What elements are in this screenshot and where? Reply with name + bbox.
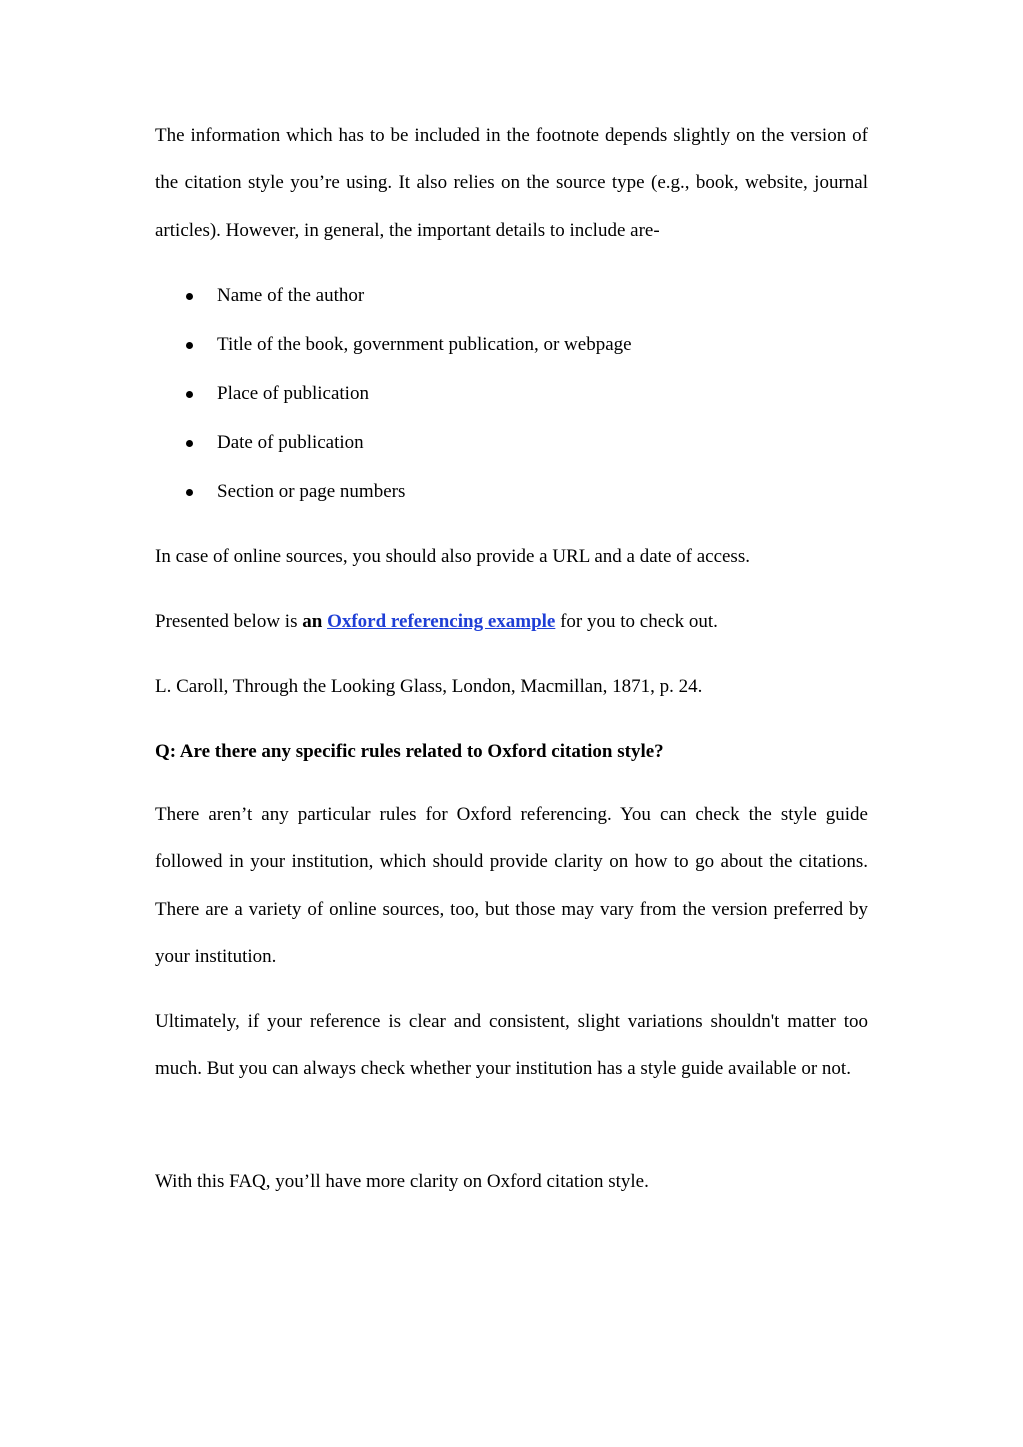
list-item-text: Place of publication — [217, 383, 369, 404]
list-item-text: Name of the author — [217, 285, 365, 306]
example-suffix: for you to check out. — [555, 611, 718, 632]
example-intro-line — [155, 610, 868, 634]
closing-line: With this FAQ, you’ll have more clarity on Oxford citation style. — [155, 1171, 649, 1192]
answer-paragraph-1: There aren’t any particular rules for Oxford referencing. You can check the style guide followed in your institution, which should provide clarity on how to go about the citations. There are a variety of online sources, too, but those may vary from the version preferred by your institution. — [155, 804, 868, 967]
online-sources-note: In case of online sources, you should also provide a URL and a date of access. — [155, 546, 750, 567]
list-item — [155, 431, 868, 480]
intro-paragraph: The information which has to be included in the footnote depends slightly on the version of the citation style you’re using. It also relies on the source type (e.g., book, website, journal articles). However, in general, the important details to include are- — [155, 125, 868, 241]
list-item — [155, 480, 868, 529]
list-item — [155, 333, 868, 382]
faq-question: Q: Are there any specific rules related to Oxford citation style? — [155, 741, 664, 762]
details-list — [155, 284, 868, 529]
oxford-example-link[interactable]: Oxford referencing example — [327, 611, 556, 632]
example-bold-word: an — [302, 611, 323, 632]
bullet-icon — [186, 440, 193, 447]
example-citation: L. Caroll, Through the Looking Glass, London, Macmillan, 1871, p. 24. — [155, 676, 703, 697]
list-item-text: Section or page numbers — [217, 481, 406, 502]
bullet-icon — [186, 293, 193, 300]
list-item-text: Date of publication — [217, 432, 364, 453]
bullet-icon — [186, 342, 193, 349]
answer-paragraph-2: Ultimately, if your reference is clear and consistent, slight variations shouldn't matter too much. But you can always check whether your institution has a style guide available or not. — [155, 1011, 868, 1080]
list-item — [155, 382, 868, 431]
bullet-icon — [186, 391, 193, 398]
example-prefix: Presented below is — [155, 611, 303, 632]
list-item — [155, 284, 868, 333]
bullet-icon — [186, 489, 193, 496]
list-item-text: Title of the book, government publication, or webpage — [217, 334, 632, 355]
